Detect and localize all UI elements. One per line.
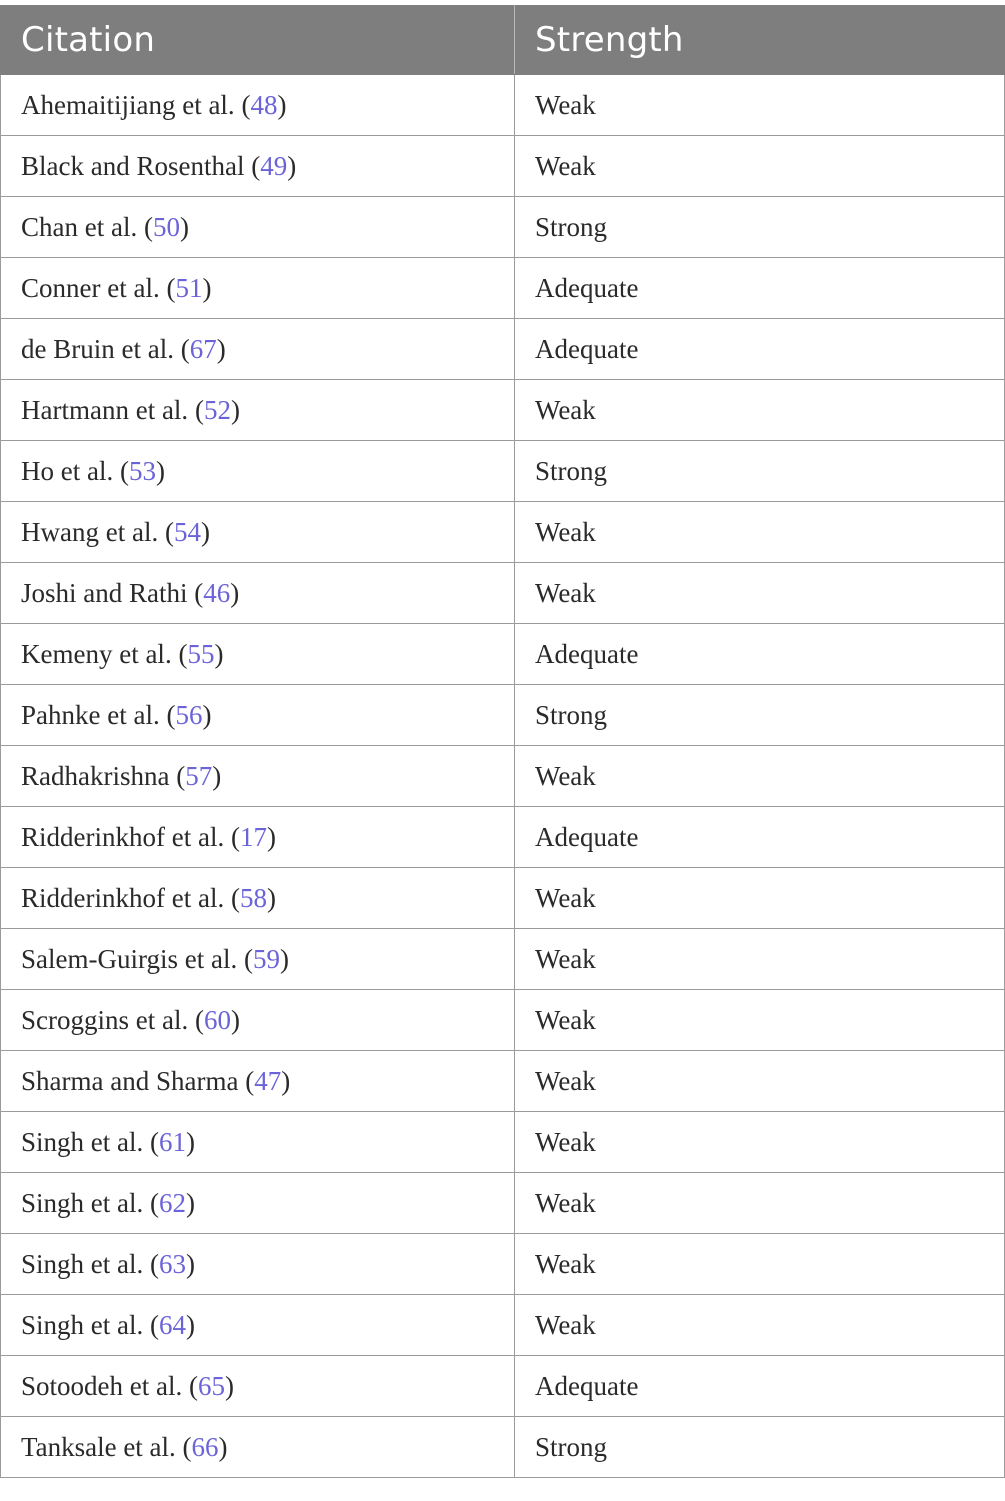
- citation-author: Tanksale et al.: [21, 1431, 176, 1462]
- citation-author: Pahnke et al.: [21, 699, 160, 730]
- citation-author: Radhakrishna: [21, 760, 170, 791]
- citation-author: Sharma and Sharma: [21, 1065, 239, 1096]
- table-row: [1, 380, 1005, 441]
- citation-cell: Salem-Guirgis et al. (59): [1, 929, 515, 990]
- reference-link[interactable]: 17: [239, 821, 267, 852]
- citation-cell: Hartmann et al. (52): [1, 380, 515, 441]
- reference-link[interactable]: 67: [189, 333, 217, 364]
- table-row: [1, 685, 1005, 746]
- table-row: [1, 1173, 1005, 1234]
- citation-cell: Scroggins et al. (60): [1, 990, 515, 1051]
- strength-cell: Weak: [515, 380, 1005, 441]
- strength-cell: Weak: [515, 1051, 1005, 1112]
- citation-author: Chan et al.: [21, 211, 138, 242]
- citation-cell: Singh et al. (62): [1, 1173, 515, 1234]
- citation-cell: Black and Rosenthal (49): [1, 136, 515, 197]
- citation-author: Salem-Guirgis et al.: [21, 943, 238, 974]
- reference-link[interactable]: 50: [152, 211, 180, 242]
- citation-author: Ridderinkhof et al.: [21, 882, 225, 913]
- strength-cell: Adequate: [515, 258, 1005, 319]
- citation-author: Sotoodeh et al.: [21, 1370, 183, 1401]
- reference-link[interactable]: 58: [239, 882, 267, 913]
- table-row: [1, 1051, 1005, 1112]
- table-row: [1, 319, 1005, 380]
- strength-cell: Weak: [515, 868, 1005, 929]
- reference-link[interactable]: 63: [159, 1248, 186, 1279]
- citation-cell: Joshi and Rathi (46): [1, 563, 515, 624]
- citation-author: Singh et al.: [21, 1187, 144, 1218]
- citation-cell: Singh et al. (64): [1, 1295, 515, 1356]
- citation-cell: Tanksale et al. (66): [1, 1417, 515, 1478]
- citation-cell: Conner et al. (51): [1, 258, 515, 319]
- table-row: [1, 624, 1005, 685]
- strength-cell: Weak: [515, 75, 1005, 136]
- citation-author: Joshi and Rathi: [21, 577, 188, 608]
- citation-cell: Pahnke et al. (56): [1, 685, 515, 746]
- strength-cell: Weak: [515, 990, 1005, 1051]
- table-row: [1, 1112, 1005, 1173]
- citation-author: Singh et al.: [21, 1126, 144, 1157]
- table-row: [1, 1234, 1005, 1295]
- table-row: [1, 990, 1005, 1051]
- citation-cell: Ridderinkhof et al. (58): [1, 868, 515, 929]
- strength-cell: Strong: [515, 441, 1005, 502]
- reference-link[interactable]: 59: [252, 943, 280, 974]
- reference-link[interactable]: 66: [191, 1431, 219, 1462]
- citation-cell: Ridderinkhof et al. (17): [1, 807, 515, 868]
- citation-author: Hwang et al.: [21, 516, 159, 547]
- reference-link[interactable]: 57: [185, 760, 213, 791]
- reference-link[interactable]: 49: [260, 150, 288, 181]
- reference-link[interactable]: 62: [159, 1187, 186, 1218]
- reference-link[interactable]: 54: [173, 516, 201, 547]
- table-row: [1, 197, 1005, 258]
- strength-cell: Strong: [515, 197, 1005, 258]
- citation-author: Singh et al.: [21, 1248, 144, 1279]
- reference-link[interactable]: 61: [159, 1126, 186, 1157]
- strength-cell: Adequate: [515, 807, 1005, 868]
- table-row: [1, 1295, 1005, 1356]
- citation-cell: Ahemaitijiang et al. (48): [1, 75, 515, 136]
- strength-cell: Weak: [515, 929, 1005, 990]
- strength-cell: Weak: [515, 136, 1005, 197]
- citation-cell: Chan et al. (50): [1, 197, 515, 258]
- table-row: [1, 75, 1005, 136]
- table-row: [1, 258, 1005, 319]
- strength-cell: Weak: [515, 1234, 1005, 1295]
- citation-strength-table: [0, 5, 1005, 1478]
- strength-cell: Adequate: [515, 319, 1005, 380]
- citation-cell: Singh et al. (63): [1, 1234, 515, 1295]
- citation-cell: Singh et al. (61): [1, 1112, 515, 1173]
- strength-cell: Weak: [515, 1295, 1005, 1356]
- citation-author: Kemeny et al.: [21, 638, 172, 669]
- table-row: [1, 929, 1005, 990]
- citation-author: Singh et al.: [21, 1309, 144, 1340]
- citation-author: de Bruin et al.: [21, 333, 174, 364]
- strength-cell: Strong: [515, 685, 1005, 746]
- reference-link[interactable]: 56: [175, 699, 203, 730]
- citation-cell: Kemeny et al. (55): [1, 624, 515, 685]
- strength-cell: Weak: [515, 1173, 1005, 1234]
- citation-author: Scroggins et al.: [21, 1004, 189, 1035]
- reference-link[interactable]: 51: [175, 272, 203, 303]
- table-body: [1, 75, 1005, 1478]
- table-row: [1, 563, 1005, 624]
- header-strength: Strength: [515, 6, 1005, 75]
- reference-link[interactable]: 47: [254, 1065, 282, 1096]
- table-row: [1, 502, 1005, 563]
- reference-link[interactable]: 64: [159, 1309, 186, 1340]
- table-row: [1, 441, 1005, 502]
- citation-cell: Hwang et al. (54): [1, 502, 515, 563]
- table-row: [1, 136, 1005, 197]
- strength-cell: Strong: [515, 1417, 1005, 1478]
- reference-link[interactable]: 55: [187, 638, 215, 669]
- strength-cell: Weak: [515, 1112, 1005, 1173]
- table-row: [1, 1356, 1005, 1417]
- citation-author: Ahemaitijiang et al.: [21, 89, 235, 120]
- strength-cell: Weak: [515, 563, 1005, 624]
- reference-link[interactable]: 60: [203, 1004, 231, 1035]
- citation-cell: Radhakrishna (57): [1, 746, 515, 807]
- citation-author: Ho et al.: [21, 455, 114, 486]
- citation-cell: de Bruin et al. (67): [1, 319, 515, 380]
- table-row: [1, 807, 1005, 868]
- reference-link[interactable]: 52: [203, 394, 231, 425]
- strength-cell: Weak: [515, 746, 1005, 807]
- table-row: [1, 868, 1005, 929]
- reference-link[interactable]: 48: [250, 89, 278, 120]
- reference-link[interactable]: 53: [128, 455, 156, 486]
- reference-link[interactable]: 65: [197, 1370, 225, 1401]
- table-row: [1, 746, 1005, 807]
- reference-link[interactable]: 46: [203, 577, 231, 608]
- citation-author: Ridderinkhof et al.: [21, 821, 225, 852]
- citation-author: Black and Rosenthal: [21, 150, 245, 181]
- strength-cell: Weak: [515, 502, 1005, 563]
- header-citation: Citation: [1, 6, 515, 75]
- header-row: [1, 6, 1005, 75]
- strength-cell: Adequate: [515, 624, 1005, 685]
- citation-cell: Sotoodeh et al. (65): [1, 1356, 515, 1417]
- citation-cell: Sharma and Sharma (47): [1, 1051, 515, 1112]
- citation-cell: Ho et al. (53): [1, 441, 515, 502]
- table-row: [1, 1417, 1005, 1478]
- citation-author: Hartmann et al.: [21, 394, 189, 425]
- citation-author: Conner et al.: [21, 272, 160, 303]
- strength-cell: Adequate: [515, 1356, 1005, 1417]
